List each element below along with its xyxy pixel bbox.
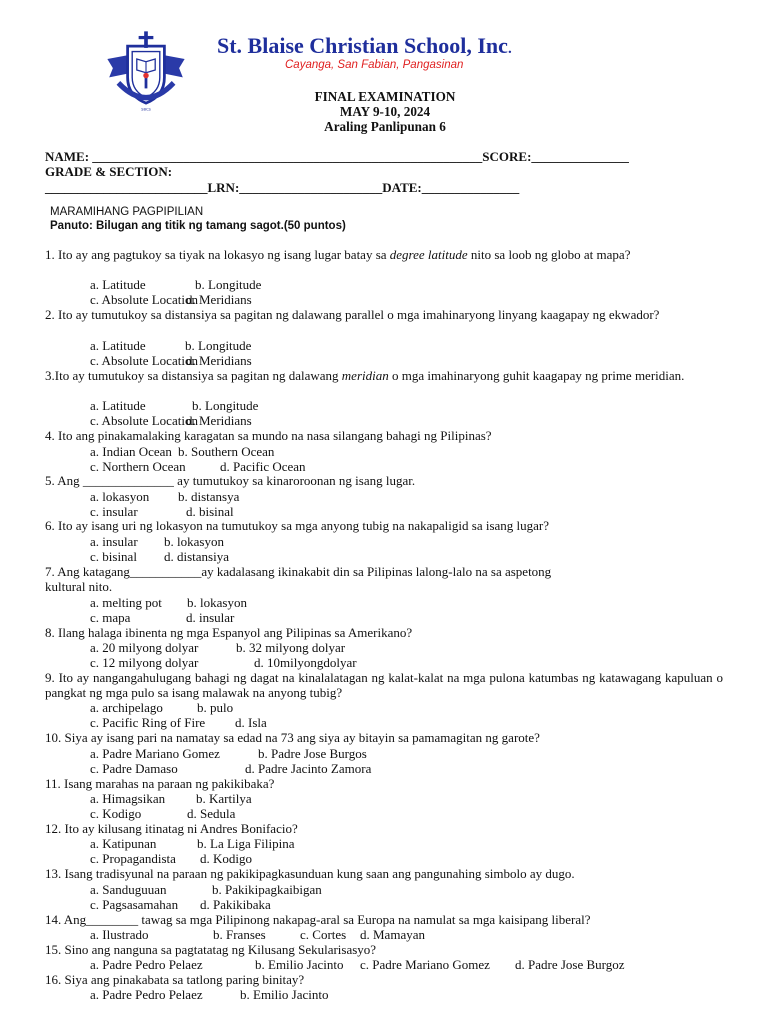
answer-choice[interactable]: c. Padre Mariano Gomez [360, 957, 490, 972]
answer-choice[interactable]: b. pulo [197, 700, 234, 715]
answer-choice[interactable]: a. Sanduguuan [90, 882, 167, 897]
question-15-text: 15. Sino ang nanguna sa pagtatatag ng Kilusang Sekularisasyo? [45, 942, 377, 957]
answer-choice[interactable]: c. Pacific Ring of Fire [90, 715, 206, 730]
question-3-choices-row [90, 413, 690, 428]
answer-choice[interactable]: d. distansiya [164, 549, 229, 564]
question-2-choices-row [90, 338, 690, 353]
answer-choice[interactable]: c. Cortes [300, 927, 347, 942]
answer-choice[interactable]: c. bisinal [90, 549, 137, 564]
answer-choice[interactable]: c. Absolute Location [90, 413, 198, 428]
question-16-choices-row [90, 987, 690, 1002]
answer-choice[interactable]: b. Kartilya [196, 791, 252, 806]
question-16-text: 16. Siya ang pinakabata sa tatlong paring binitay? [45, 972, 305, 987]
answer-choice[interactable]: a. Indian Ocean [90, 444, 172, 459]
question-12-choices-row [90, 836, 690, 851]
answer-choice[interactable]: c. Padre Damaso [90, 761, 178, 776]
school-name: St. Blaise Christian School, Inc. [217, 33, 512, 58]
answer-choice[interactable]: d. Meridians [186, 292, 252, 307]
answer-choice[interactable]: a. Latitude [90, 277, 146, 292]
question-4-text: 4. Ito ang pinakamalaking karagatan sa mundo na nasa silangang bahagi ng Pilipinas? [45, 428, 492, 443]
answer-choice[interactable]: d. Pacific Ocean [220, 459, 306, 474]
answer-choice[interactable]: a. Latitude [90, 338, 146, 353]
question-8-choices-row [90, 655, 690, 670]
question-4-choices-row [90, 459, 690, 474]
question-11-choices-row [90, 806, 690, 821]
answer-choice[interactable]: d. insular [186, 610, 235, 625]
exam-subject: Araling Panlipunan 6 [324, 119, 446, 134]
grade-section-label: GRADE & SECTION: [45, 164, 173, 179]
question-8-text: 8. Ilang halaga ibinenta ng mga Espanyol ang Pilipinas sa Amerikano? [45, 625, 413, 640]
svg-text:SBCS: SBCS [141, 107, 151, 112]
question-14-text: 14. Ang________ tawag sa mga Pilipinong nakapag-aral sa Europa na namulat sa mga kaisipang liberal? [45, 912, 591, 927]
answer-choice[interactable]: b. Padre Jose Burgos [258, 746, 367, 761]
question-6-choices-row [90, 534, 690, 549]
answer-choice[interactable]: d. Meridians [186, 413, 252, 428]
school-logo [100, 24, 192, 116]
question-12-text: 12. Ito ay kilusang itinatag ni Andres Bonifacio? [45, 821, 298, 836]
question-10-text: 10. Siya ay isang pari na namatay sa edad na 73 ang siya ay bitayin sa pamamagitan ng garote? [45, 730, 540, 745]
answer-choice[interactable]: d. Kodigo [200, 851, 252, 866]
question-7-text: 7. Ang katagang___________ay kadalasang ikinakabit din sa Pilipinas lalong-lalo na sa aspetong kultural nito. [45, 564, 552, 595]
question-6-choices-row [90, 549, 690, 564]
answer-choice[interactable]: b. Emilio Jacinto [255, 957, 344, 972]
question-9-choices-row [90, 700, 690, 715]
answer-choice[interactable]: a. Katipunan [90, 836, 157, 851]
exam-title: FINAL EXAMINATION [314, 89, 456, 104]
answer-choice[interactable]: d. Mamayan [360, 927, 425, 942]
question-6-text: 6. Ito ay isang uri ng lokasyon na tumutukoy sa mga anyong tubig na nakapaligid sa isang lugar? [45, 518, 550, 533]
answer-choice[interactable]: b. Southern Ocean [178, 444, 275, 459]
question-1-text: 1. Ito ay ang pagtukoy sa tiyak na lokasyo ng isang lugar batay sa degree latitude nito sa loob ng globo at mapa? [45, 247, 631, 262]
question-2-choices-row [90, 353, 690, 368]
section-title: MARAMIHANG PAGPIPILIAN [50, 206, 204, 218]
question-11-choices-row [90, 791, 690, 806]
question-14-choices-row [90, 927, 690, 942]
answer-choice[interactable]: a. 20 milyong dolyar [90, 640, 199, 655]
question-15-choices-row [90, 957, 690, 972]
school-address: Cayanga, San Fabian, Pangasinan [285, 59, 464, 71]
answer-choice[interactable]: c. Propagandista [90, 851, 176, 866]
answer-choice[interactable]: d. bisinal [186, 504, 234, 519]
question-7-choices-row [90, 610, 690, 625]
answer-choice[interactable]: d. Isla [235, 715, 267, 730]
answer-choice[interactable]: d. Sedula [187, 806, 236, 821]
answer-choice[interactable]: a. lokasyon [90, 489, 150, 504]
question-5-choices-row [90, 489, 690, 504]
answer-choice[interactable]: a. Padre Pedro Pelaez [90, 957, 203, 972]
answer-choice[interactable]: a. Himagsikan [90, 791, 166, 806]
question-10-choices-row [90, 746, 690, 761]
answer-choice[interactable]: d. 10milyongdolyar [254, 655, 357, 670]
question-13-text: 13. Isang tradisyunal na paraan ng pakikipagkasunduan kung saan ang pangunahing simbolo ay dugo. [45, 866, 575, 881]
answer-choice[interactable]: b. Longitude [192, 398, 259, 413]
answer-choice[interactable]: a. Ilustrado [90, 927, 149, 942]
question-3-choices-row [90, 398, 690, 413]
question-12-choices-row [90, 851, 690, 866]
name-score-line[interactable]: NAME: ____________________________________________________________SCORE:_______________ [45, 149, 629, 164]
question-2-text: 2. Ito ay tumutukoy sa distansiya sa pagitan ng dalawang parallel o mga imahinaryong linyang kaagapay ng ekwador? [45, 307, 660, 322]
question-10-choices-row [90, 761, 690, 776]
question-1-choices-row [90, 277, 690, 292]
question-9-text: 9. Ito ay nangangahulugang bahagi ng dagat na kinalalatagan ng kalat-kalat na mga pulona katumbas ng katawagang kapuluan o pangkat ng mga pulo sa isang malawak na anyong tubig? [45, 670, 723, 701]
answer-choice[interactable]: c. 12 milyong dolyar [90, 655, 199, 670]
question-7-choices-row [90, 595, 690, 610]
answer-choice[interactable]: b. distansya [178, 489, 240, 504]
question-13-choices-row [90, 882, 690, 897]
answer-choice[interactable]: a. Latitude [90, 398, 146, 413]
answer-choice[interactable]: c. mapa [90, 610, 131, 625]
lrn-date-line[interactable]: _________________________LRN:______________________DATE:_______________ [45, 180, 520, 195]
answer-choice[interactable]: a. insular [90, 534, 138, 549]
answer-choice[interactable]: b. lokasyon [164, 534, 224, 549]
answer-choice[interactable]: d. Meridians [186, 353, 252, 368]
answer-choice[interactable]: d. Padre Jacinto Zamora [245, 761, 372, 776]
answer-choice[interactable]: a. archipelago [90, 700, 163, 715]
answer-choice[interactable]: b. La Liga Filipina [197, 836, 295, 851]
answer-choice[interactable]: b. lokasyon [187, 595, 247, 610]
answer-choice[interactable]: b. Pakikipagkaibigan [212, 882, 322, 897]
answer-choice[interactable]: b. Emilio Jacinto [240, 987, 329, 1002]
answer-choice[interactable]: b. Franses [213, 927, 266, 942]
answer-choice[interactable]: c. Absolute Location [90, 353, 198, 368]
answer-choice[interactable]: a. melting pot [90, 595, 162, 610]
answer-choice[interactable]: c. Pagsasamahan [90, 897, 179, 912]
answer-choice[interactable]: b. Longitude [185, 338, 252, 353]
question-1-choices-row [90, 292, 690, 307]
question-5-choices-row [90, 504, 690, 519]
question-3-text: 3.Ito ay tumutukoy sa distansiya sa pagitan ng dalawang meridian o mga imahinaryong guhit kaagapay ng prime meridian. [45, 368, 685, 383]
answer-choice[interactable]: c. Northern Ocean [90, 459, 186, 474]
answer-choice[interactable]: d. Padre Jose Burgoz [515, 957, 625, 972]
question-13-choices-row [90, 897, 690, 912]
answer-choice[interactable]: a. Padre Pedro Pelaez [90, 987, 203, 1002]
question-5-text: 5. Ang ______________ ay tumutukoy sa kinaroroonan ng isang lugar. [45, 473, 416, 488]
question-8-choices-row [90, 640, 690, 655]
answer-choice[interactable]: b. 32 milyong dolyar [236, 640, 346, 655]
instructions: Panuto: Bilugan ang titik ng tamang sagot.(50 puntos) [50, 220, 346, 232]
answer-choice[interactable]: a. Padre Mariano Gomez [90, 746, 220, 761]
question-11-text: 11. Isang marahas na paraan ng pakikibaka? [45, 776, 275, 791]
question-9-choices-row [90, 715, 690, 730]
answer-choice[interactable]: c. Kodigo [90, 806, 142, 821]
answer-choice[interactable]: c. Absolute Location [90, 292, 198, 307]
answer-choice[interactable]: d. Pakikibaka [200, 897, 271, 912]
answer-choice[interactable]: c. insular [90, 504, 138, 519]
question-4-choices-row [90, 444, 690, 459]
answer-choice[interactable]: b. Longitude [195, 277, 262, 292]
exam-date: MAY 9-10, 2024 [339, 104, 431, 119]
